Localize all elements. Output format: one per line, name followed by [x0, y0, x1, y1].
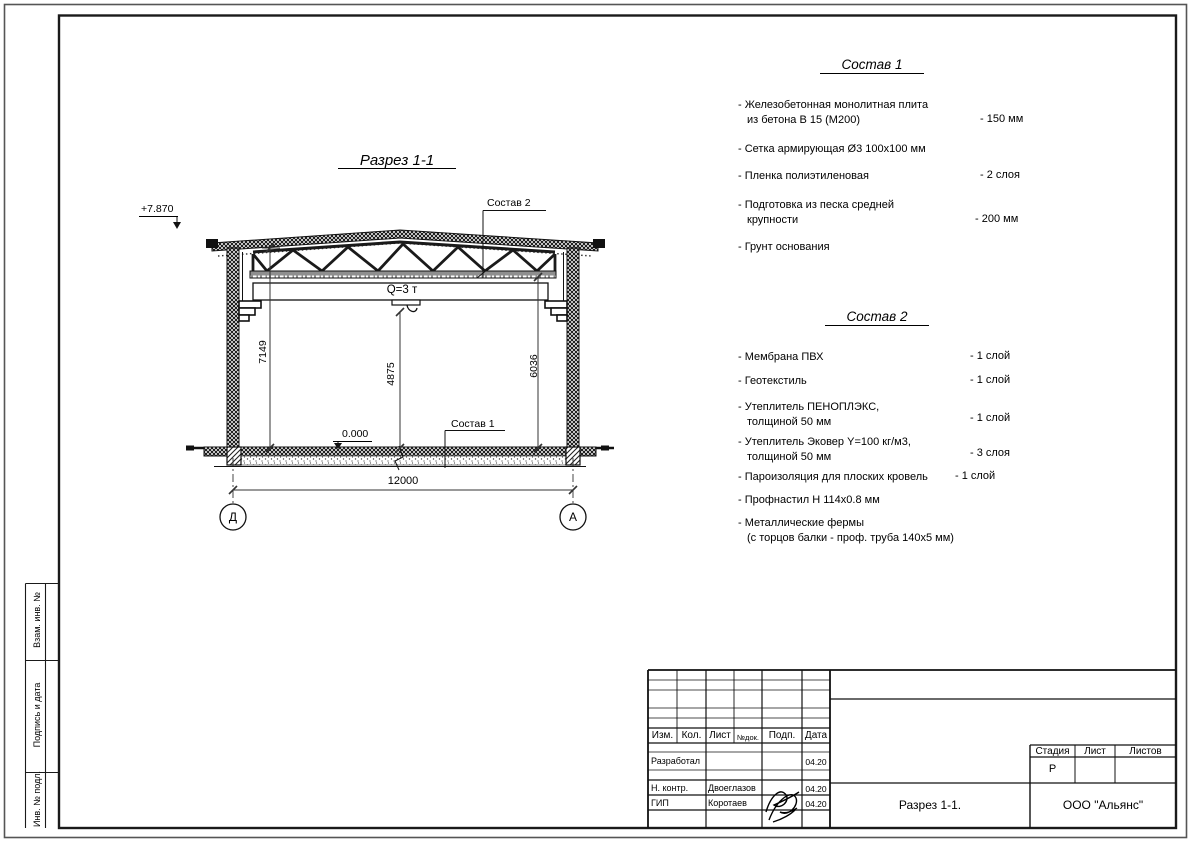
- list-item: [738, 198, 1178, 228]
- item-value: - 200 мм: [975, 213, 1019, 225]
- item-text-2: крупности: [747, 214, 799, 226]
- tb-col-izm: Изм.: [651, 730, 674, 741]
- item-value: - 3 слоя: [970, 447, 1011, 459]
- comp2-title: Состав 2: [825, 309, 929, 326]
- roof-truss: [250, 242, 556, 278]
- tb-col-list: Лист: [709, 730, 731, 741]
- list-item: [738, 516, 1178, 546]
- item-text: - Утеплитель ПЕНОПЛЭКС,: [738, 401, 880, 413]
- tb-row-razrabotal: Разработал: [651, 756, 700, 766]
- tb-row-nkontr: Н. контр.: [651, 783, 689, 793]
- tb-col-kol: Кол.: [681, 730, 702, 741]
- tb-stage-col: Стадия: [1035, 746, 1070, 757]
- item-text: - Пароизоляция для плоских кровель: [738, 471, 928, 483]
- list-item: [738, 142, 1178, 157]
- item-text-2: толщиной 50 мм: [747, 416, 832, 428]
- dim-7149: 7149: [257, 340, 269, 364]
- item-text-2: (с торцов балки - проф. труба 140х5 мм): [747, 532, 954, 544]
- list-item: [738, 169, 1178, 184]
- comp1-title: Состав 1: [820, 57, 924, 74]
- section-title: Разрез 1-1: [338, 155, 456, 169]
- tb-date-razrabotal: 04.20: [805, 757, 827, 767]
- tb-name-gip: Коротаев: [708, 798, 747, 808]
- crane-capacity-label: Q=3 т: [386, 284, 418, 296]
- tb-row-gip: ГИП: [651, 798, 669, 808]
- tb-col-data: Дата: [804, 730, 828, 741]
- tb-doc-title: Разрез 1-1.: [898, 798, 962, 812]
- item-text: - Геотекстиль: [738, 375, 807, 387]
- item-text: - Пленка полиэтиленовая: [738, 170, 869, 182]
- list-item: [738, 98, 1178, 128]
- item-value: - 150 мм: [980, 113, 1024, 125]
- margin-label-podpis: Подпись и дата: [32, 682, 42, 748]
- list-item: [738, 435, 1178, 465]
- tb-org-name: ООО "Альянс": [1062, 798, 1144, 812]
- item-text: - Сетка армирующая Ø3 100х100 мм: [738, 143, 926, 155]
- tb-date-nkontr: 04.20: [805, 784, 827, 794]
- dim-4875: 4875: [385, 362, 397, 386]
- axis-bubbles: [220, 504, 586, 530]
- margin-strip-lines: [26, 584, 60, 829]
- item-text: - Металлические фермы: [738, 517, 865, 529]
- list-item: [738, 350, 1178, 365]
- item-value: - 1 слой: [970, 350, 1011, 362]
- list-item: [738, 374, 1178, 389]
- comp1-callout-label: Состав 1: [451, 418, 495, 430]
- signature-scribble: [766, 792, 799, 822]
- item-value: - 1 слой: [970, 412, 1011, 424]
- item-value: - 2 слоя: [980, 169, 1021, 181]
- comp2-callout-label: Состав 2: [487, 197, 531, 209]
- axis-bubble-d: Д: [228, 510, 238, 524]
- tb-stage-value: Р: [1048, 763, 1057, 775]
- item-text: - Мембрана ПВХ: [738, 351, 824, 363]
- list-item: [738, 240, 1178, 255]
- floor-slab: [186, 446, 614, 471]
- tb-col-podp: Подп.: [768, 730, 796, 741]
- item-text-2: толщиной 50 мм: [747, 451, 832, 463]
- margin-label-inv: Инв. № подл.: [32, 770, 42, 828]
- margin-label-vzam: Взам. инв. №: [32, 592, 42, 648]
- item-text: - Железобетонная монолитная плита: [738, 99, 929, 111]
- list-item: [738, 493, 1178, 508]
- item-value: - 1 слой: [970, 374, 1011, 386]
- axis-bubble-a: А: [568, 510, 577, 524]
- dim-12000: 12000: [387, 475, 419, 487]
- elevation-zero-label: 0.000: [333, 428, 372, 442]
- item-value: - 1 слой: [955, 470, 996, 482]
- dim-6036: 6036: [528, 354, 540, 378]
- tb-sheet-col: Лист: [1084, 746, 1106, 757]
- item-text-2: из бетона В 15 (М200): [747, 114, 860, 126]
- item-text: - Профнастил Н 114х0.8 мм: [738, 494, 880, 506]
- tb-date-gip: 04.20: [805, 799, 827, 809]
- tb-sheets-col: Листов: [1129, 746, 1162, 757]
- item-text: - Подготовка из песка средней: [738, 199, 894, 211]
- tb-col-ndok: №док.: [737, 733, 759, 742]
- elevation-top-label: +7.870: [139, 203, 178, 217]
- tb-name-nkontr: Двоеглазов: [708, 783, 756, 793]
- list-item: [738, 400, 1178, 430]
- item-text: - Грунт основания: [738, 241, 830, 253]
- item-text: - Утеплитель Эковер Y=100 кг/м3,: [738, 436, 911, 448]
